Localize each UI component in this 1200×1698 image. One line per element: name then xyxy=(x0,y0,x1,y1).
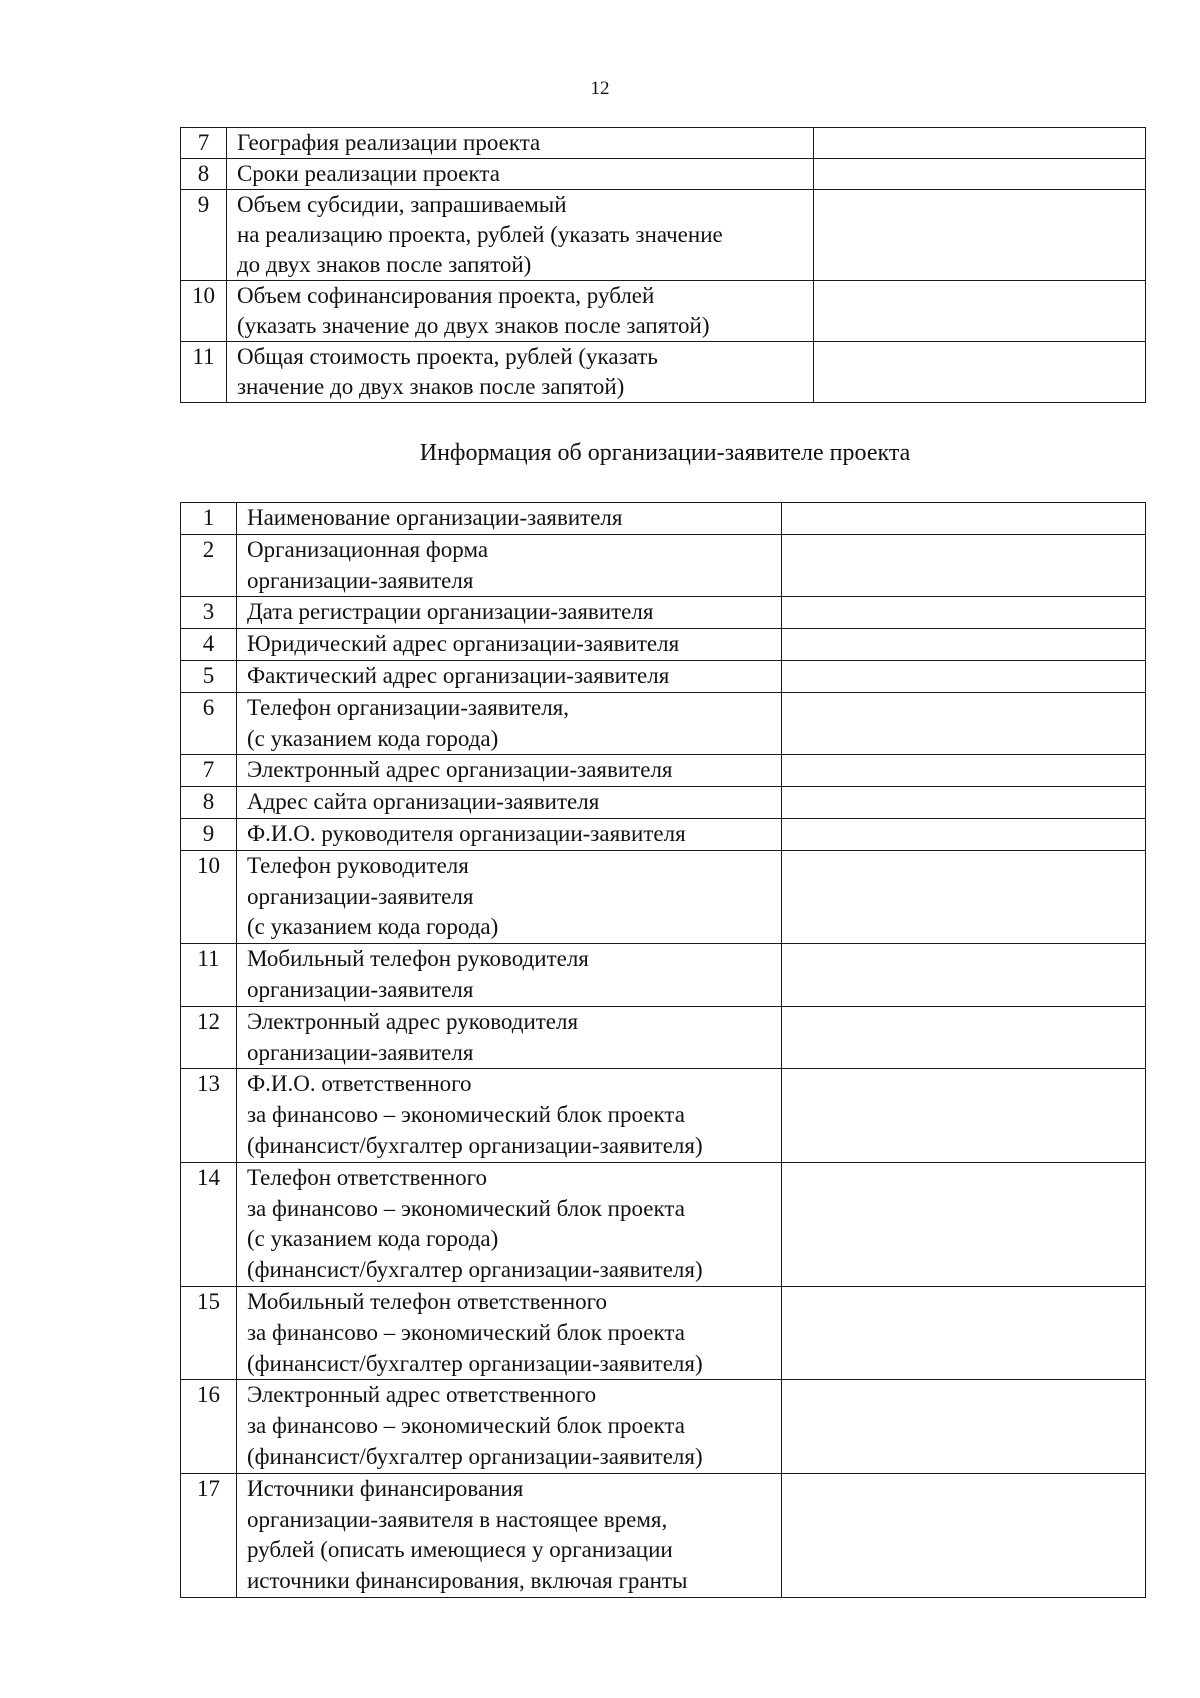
row-label: Телефон руководителя организации-заявителя (с указанием кода города) xyxy=(236,850,782,943)
organization-info-table xyxy=(180,502,1146,1598)
row-number: 17 xyxy=(181,1473,237,1597)
row-label: Организационная форма организации-заявителя xyxy=(236,534,782,597)
table-row xyxy=(181,1006,1146,1069)
row-number: 16 xyxy=(181,1380,237,1473)
project-info-table xyxy=(180,127,1146,403)
row-label: Общая стоимость проекта, рублей (указать значение до двух знаков после запятой) xyxy=(226,342,813,403)
table-row xyxy=(181,787,1146,819)
page-number: 12 xyxy=(590,78,610,99)
row-label: Телефон ответственного за финансово – экономический блок проекта (с указанием кода города) (финансист/бухгалтер организации-заявителя) xyxy=(236,1162,782,1286)
row-number: 8 xyxy=(181,159,227,190)
row-value-cell[interactable] xyxy=(782,818,1146,850)
row-label: Дата регистрации организации-заявителя xyxy=(236,597,782,629)
row-value-cell[interactable] xyxy=(782,660,1146,692)
row-value-cell[interactable] xyxy=(814,342,1146,403)
row-value-cell[interactable] xyxy=(782,1162,1146,1286)
row-value-cell[interactable] xyxy=(814,281,1146,342)
row-number: 2 xyxy=(181,534,237,597)
table-row xyxy=(181,850,1146,943)
row-value-cell[interactable] xyxy=(782,534,1146,597)
row-value-cell[interactable] xyxy=(782,629,1146,661)
row-label: Объем софинансирования проекта, рублей (указать значение до двух знаков после запятой) xyxy=(226,281,813,342)
row-number: 10 xyxy=(181,281,227,342)
row-number: 12 xyxy=(181,1006,237,1069)
row-number: 9 xyxy=(181,818,237,850)
table-row xyxy=(181,597,1146,629)
project-table-body xyxy=(181,128,1146,403)
row-value-cell[interactable] xyxy=(782,1069,1146,1162)
row-label: Мобильный телефон ответственного за финансово – экономический блок проекта (финансист/бухгалтер организации-заявителя) xyxy=(236,1286,782,1379)
row-number: 11 xyxy=(181,342,227,403)
section-heading: Информация об организации-заявителе проекта xyxy=(419,440,911,466)
row-value-cell[interactable] xyxy=(782,850,1146,943)
table-row xyxy=(181,818,1146,850)
row-number: 4 xyxy=(181,629,237,661)
table-row xyxy=(181,1286,1146,1379)
row-value-cell[interactable] xyxy=(814,190,1146,281)
table-row xyxy=(181,944,1146,1007)
table-row xyxy=(181,1162,1146,1286)
row-label: Электронный адрес организации-заявителя xyxy=(236,755,782,787)
row-label: География реализации проекта xyxy=(226,128,813,159)
row-value-cell[interactable] xyxy=(782,1380,1146,1473)
table-row xyxy=(181,660,1146,692)
row-label: Юридический адрес организации-заявителя xyxy=(236,629,782,661)
table-row xyxy=(181,190,1146,281)
row-label: Наименование организации-заявителя xyxy=(236,503,782,535)
row-label: Телефон организации-заявителя, (с указанием кода города) xyxy=(236,692,782,755)
row-number: 10 xyxy=(181,850,237,943)
org-table-body xyxy=(181,503,1146,1598)
table-row xyxy=(181,503,1146,535)
row-label: Электронный адрес ответственного за финансово – экономический блок проекта (финансист/бухгалтер организации-заявителя) xyxy=(236,1380,782,1473)
table-row xyxy=(181,534,1146,597)
row-label: Источники финансирования организации-заявителя в настоящее время, рублей (описать имеющиеся у организации источники финансирования, включая гранты xyxy=(236,1473,782,1597)
row-number: 9 xyxy=(181,190,227,281)
table-row xyxy=(181,128,1146,159)
row-number: 3 xyxy=(181,597,237,629)
row-number: 5 xyxy=(181,660,237,692)
row-label: Ф.И.О. руководителя организации-заявителя xyxy=(236,818,782,850)
row-label: Фактический адрес организации-заявителя xyxy=(236,660,782,692)
row-number: 1 xyxy=(181,503,237,535)
table-row xyxy=(181,1069,1146,1162)
row-number: 13 xyxy=(181,1069,237,1162)
table-row xyxy=(181,692,1146,755)
row-value-cell[interactable] xyxy=(782,1286,1146,1379)
row-number: 14 xyxy=(181,1162,237,1286)
table-row xyxy=(181,755,1146,787)
table-row xyxy=(181,1473,1146,1597)
row-value-cell[interactable] xyxy=(814,159,1146,190)
row-value-cell[interactable] xyxy=(782,503,1146,535)
row-number: 15 xyxy=(181,1286,237,1379)
row-value-cell[interactable] xyxy=(782,1473,1146,1597)
row-label: Электронный адрес руководителя организации-заявителя xyxy=(236,1006,782,1069)
row-number: 11 xyxy=(181,944,237,1007)
row-label: Мобильный телефон руководителя организации-заявителя xyxy=(236,944,782,1007)
table-row xyxy=(181,159,1146,190)
row-label: Сроки реализации проекта xyxy=(226,159,813,190)
row-number: 7 xyxy=(181,755,237,787)
table-row xyxy=(181,1380,1146,1473)
table-row xyxy=(181,342,1146,403)
table-row xyxy=(181,629,1146,661)
row-value-cell[interactable] xyxy=(782,944,1146,1007)
row-number: 8 xyxy=(181,787,237,819)
row-value-cell[interactable] xyxy=(814,128,1146,159)
row-value-cell[interactable] xyxy=(782,755,1146,787)
row-value-cell[interactable] xyxy=(782,597,1146,629)
row-number: 7 xyxy=(181,128,227,159)
row-value-cell[interactable] xyxy=(782,692,1146,755)
row-label: Объем субсидии, запрашиваемый на реализацию проекта, рублей (указать значение до двух знаков после запятой) xyxy=(226,190,813,281)
row-label: Ф.И.О. ответственного за финансово – экономический блок проекта (финансист/бухгалтер организации-заявителя) xyxy=(236,1069,782,1162)
row-number: 6 xyxy=(181,692,237,755)
table-row xyxy=(181,281,1146,342)
row-label: Адрес сайта организации-заявителя xyxy=(236,787,782,819)
row-value-cell[interactable] xyxy=(782,1006,1146,1069)
row-value-cell[interactable] xyxy=(782,787,1146,819)
